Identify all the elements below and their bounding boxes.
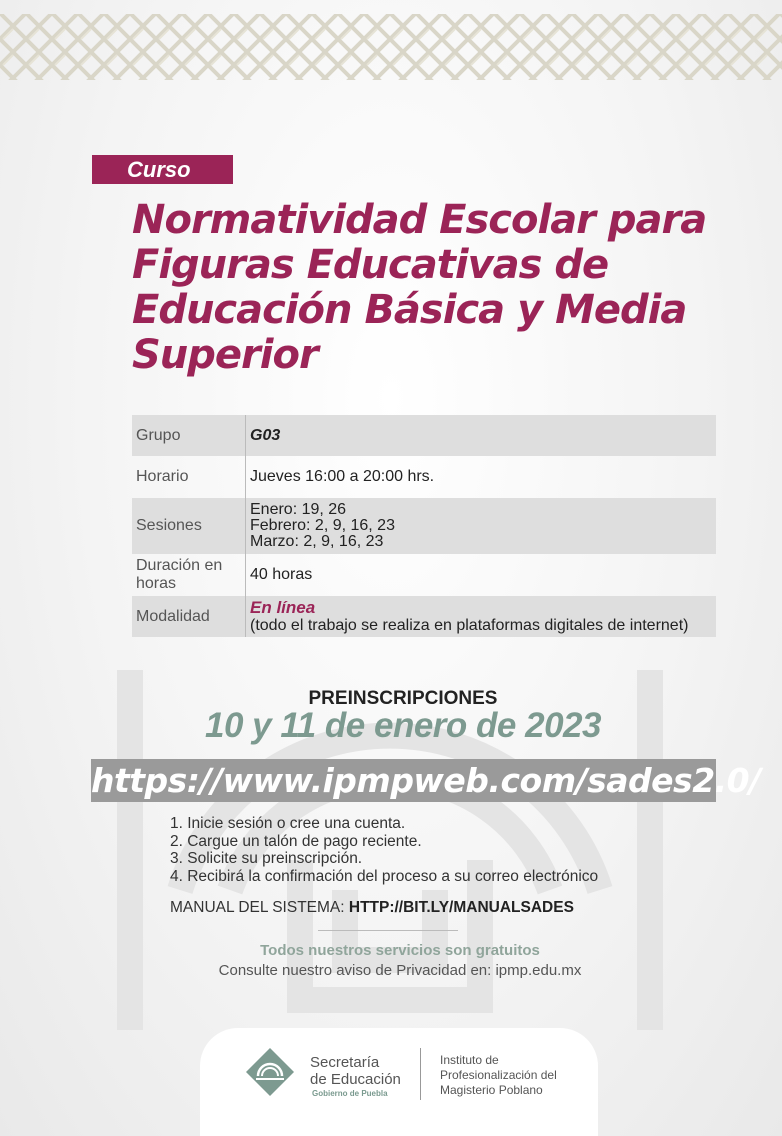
row-modalidad	[132, 596, 716, 637]
free-services-text: Todos nuestros servicios son gratuitos	[260, 942, 540, 959]
privacy-notice: Consulte nuestro aviso de Privacidad en: ipmp.edu.mx	[218, 962, 582, 979]
preinscripciones-dates: 10 y 11 de enero de 2023	[205, 706, 601, 745]
secretaria-line2: de Educación	[310, 1071, 401, 1088]
footer-logos	[200, 1028, 598, 1136]
sesiones-enero: Enero: 19, 26	[250, 501, 347, 518]
duracion-label	[132, 554, 246, 596]
course-title: Normatividad Escolar para Figuras Educativas de Educación Básica y Media Superior	[132, 197, 707, 378]
registration-url-link[interactable]: https://www.ipmpweb.com/sades2.0/	[91, 761, 761, 800]
gobierno-puebla: Gobierno de Puebla	[312, 1089, 388, 1098]
row-duracion	[132, 554, 716, 596]
modalidad-label: Modalidad	[132, 596, 246, 637]
top-lattice-pattern	[0, 0, 782, 92]
preinscripciones-label: PREINSCRIPCIONES	[308, 688, 498, 709]
step-item: 4. Recibirá la confirmación del proceso a su correo electrónico	[170, 867, 599, 885]
sesiones-value	[246, 498, 717, 554]
steps-list	[170, 815, 598, 885]
manual-link[interactable]: HTTP://BIT.LY/MANUALSADES	[348, 899, 574, 916]
footer-divider	[420, 1048, 421, 1100]
manual-label: MANUAL DEL SISTEMA:	[170, 899, 345, 916]
sesiones-febrero: Febrero: 2, 9, 16, 23	[250, 517, 395, 534]
grupo-label: Grupo	[132, 415, 246, 456]
secretaria-line1: Secretaría	[310, 1054, 380, 1071]
sesiones-label: Sesiones	[132, 498, 246, 554]
horario-value: Jueves 16:00 a 20:00 hrs.	[250, 468, 435, 485]
duracion-label-line2: horas	[136, 575, 177, 592]
course-badge: Curso	[92, 155, 233, 184]
grupo-value: G03	[246, 415, 717, 456]
row-horario	[132, 456, 716, 498]
row-sesiones	[132, 498, 716, 554]
modalidad-cell	[246, 596, 717, 637]
instituto-line: Profesionalización del	[440, 1068, 557, 1082]
course-info-table	[132, 415, 716, 637]
step-item: 2. Cargue un talón de pago reciente.	[170, 832, 422, 850]
instituto-line: Magisterio Poblano	[440, 1083, 543, 1097]
sep-puebla-logo-icon	[244, 1046, 296, 1098]
divider	[318, 930, 458, 931]
sesiones-marzo: Marzo: 2, 9, 16, 23	[250, 533, 384, 550]
modalidad-note: (todo el trabajo se realiza en plataformas digitales de internet)	[250, 616, 689, 634]
row-grupo	[132, 415, 716, 456]
manual-line	[170, 899, 574, 917]
step-item: 3. Solicite su preinscripción.	[170, 850, 363, 867]
instituto-name	[440, 1053, 557, 1098]
modalidad-value: En línea	[250, 597, 316, 617]
instituto-line: Instituto de	[440, 1053, 499, 1067]
duracion-value: 40 horas	[250, 566, 313, 583]
step-item: 1. Inicie sesión o cree una cuenta.	[170, 815, 406, 832]
horario-label: Horario	[132, 456, 246, 498]
duracion-label-line1: Duración en	[136, 557, 223, 574]
